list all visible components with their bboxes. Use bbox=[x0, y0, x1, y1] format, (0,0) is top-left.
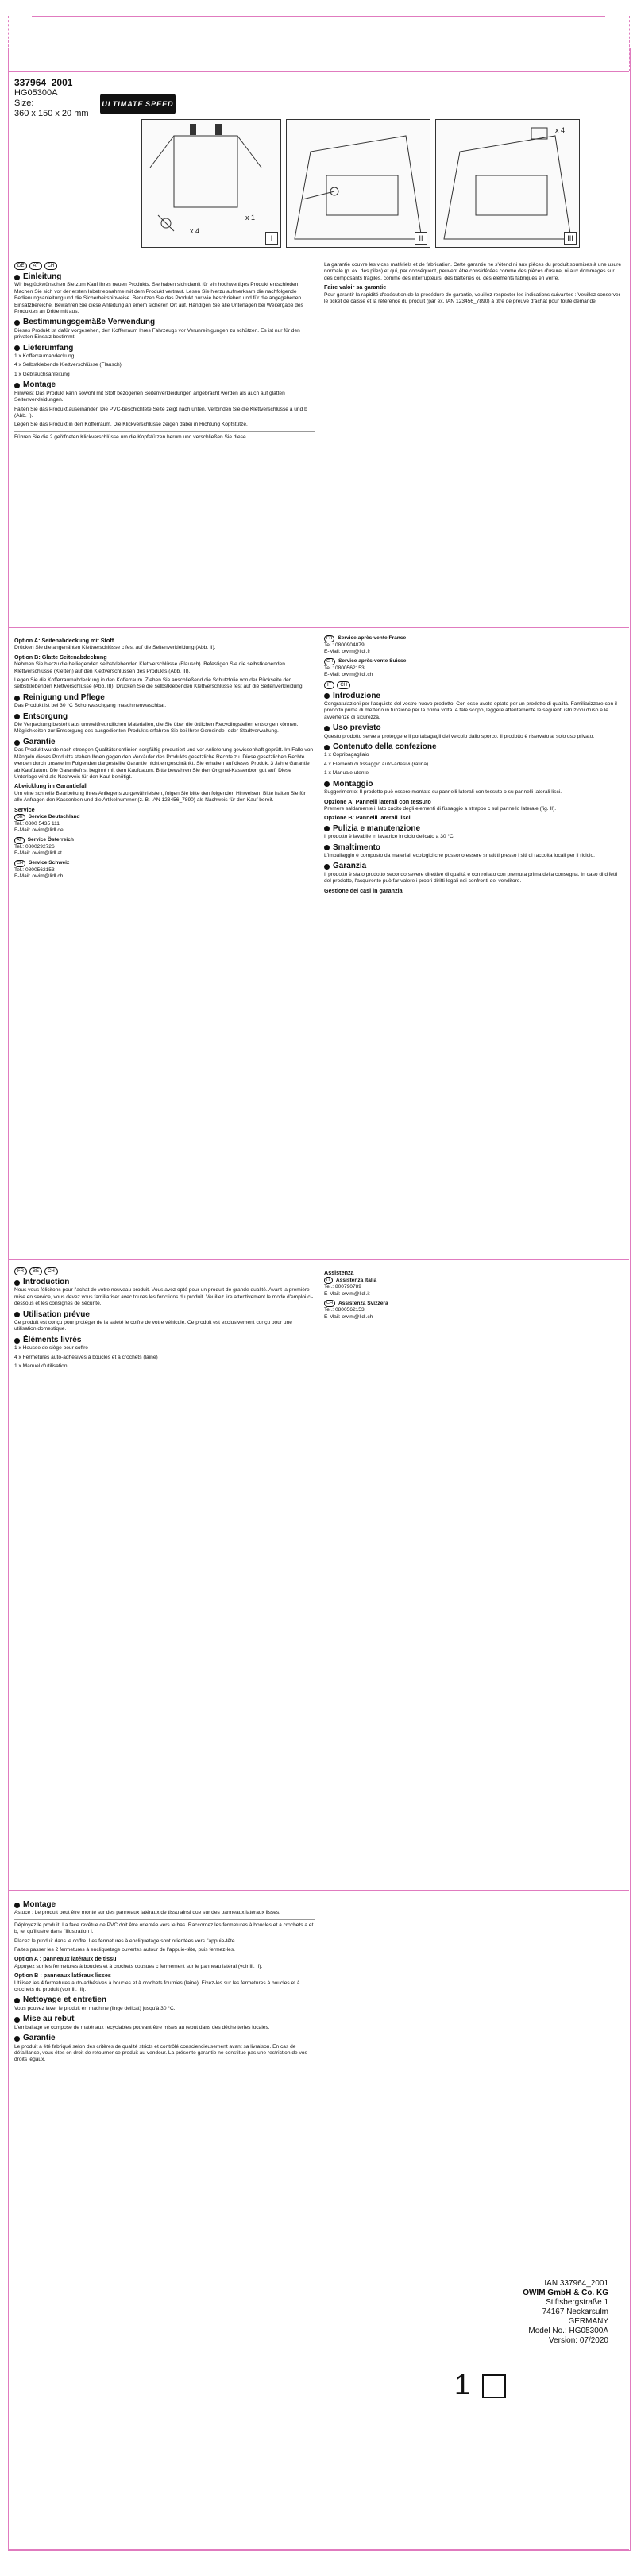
logo-line2: SPEED bbox=[145, 100, 174, 108]
bullet-icon bbox=[324, 826, 330, 831]
trunk-adhesive-diagram bbox=[436, 120, 579, 247]
de-process-heading: Abwicklung im Garantiefall bbox=[14, 782, 88, 790]
it-disposal-text: L'imballaggio è composto da materiali ecologici che possono essere smaltiti presso i siti di raccolta locali per il riciclo. bbox=[324, 852, 595, 858]
it-warranty-text: Il prodotto è stato prodotto secondo severe direttive di qualità e controllato con premura prima della consegna. In caso di difetti del prodotto, l'acquirente può far valere i propri diritti legali nei confronti del venditore. bbox=[324, 871, 618, 885]
it-disposal-heading: Smaltimento bbox=[324, 845, 624, 851]
bullet-icon bbox=[14, 320, 20, 326]
de-service-heading: Service bbox=[14, 805, 35, 813]
fr-clean-text: Vous pouvez laver le produit en machine (linge délicat) jusqu'à 30 °C. bbox=[14, 2005, 176, 2011]
it-clean-heading: Pulizia e manutenzione bbox=[324, 826, 624, 832]
panel-divider-1 bbox=[8, 627, 629, 628]
trunk-side-diagram bbox=[287, 120, 430, 247]
fr-warranty-cont: La garantie couvre les vices matériels et de fabrication. Cette garantie ne s'étend ni aux pièces du produit soumises à une usure normale (p. ex. des piles) et qui, par conséquent, peuvent être considérées comme des pièces d'usure, ni aux dommages sur des composants fragiles, comme des interrupteurs, des batteries ou des éléments fabriqués en verre. bbox=[324, 262, 622, 281]
bullet-icon bbox=[324, 693, 330, 699]
de-optA-heading: Option A: Seitenabdeckung mit Stoff bbox=[14, 637, 114, 644]
bullet-icon bbox=[324, 745, 330, 750]
fr-scope-item: 1 x Manuel d'utilisation bbox=[14, 1363, 68, 1370]
bullet-icon bbox=[14, 1338, 20, 1344]
lang-ch: CH bbox=[44, 262, 58, 270]
fr-optA-heading: Option A : panneaux latéraux de tissu bbox=[14, 1955, 117, 1963]
fr-scope-heading: Éléments livrés bbox=[14, 1337, 315, 1344]
tel-at: Tel.: 0800292726 E-Mail: owim@lidl.at bbox=[14, 843, 62, 857]
svc-it: IT Assistenza Italia bbox=[324, 1277, 624, 1284]
de-scope-item: 1 x Gebrauchsanleitung bbox=[14, 371, 70, 377]
fr-column-3 bbox=[14, 1267, 315, 1887]
tel-ch: Tel.: 0800562153 E-Mail: owim@lidl.ch bbox=[14, 866, 64, 879]
svc-it-ch: CH Assistenza Svizzera bbox=[324, 1300, 624, 1307]
de-scope-item: 4 x Selbstklebende Klettverschlüsse (Flausch) bbox=[14, 362, 122, 368]
de-column-2 bbox=[14, 635, 315, 1255]
de-use-text: Dieses Produkt ist dafür vorgesehen, den Kofferraum Ihres Fahrzeugs vor Verunreinigungen zu schützen. Es ist nur für den privaten Einsatz bestimmt. bbox=[14, 327, 300, 341]
it-scope-item: 1 x Manuale utente bbox=[324, 770, 369, 777]
fr-scope-item: 1 x Housse de siège pour coffre bbox=[14, 1345, 88, 1352]
size-value: 360 x 150 x 20 mm bbox=[14, 109, 89, 118]
bullet-icon bbox=[14, 1280, 20, 1286]
fr-use-heading: Utilisation prévue bbox=[14, 1312, 315, 1318]
bullet-icon bbox=[14, 383, 20, 388]
ian-number: IAN 337964_2001 bbox=[544, 2279, 608, 2288]
figure-3-label: III bbox=[564, 232, 577, 245]
fold-bottom bbox=[8, 2549, 629, 2550]
de-warranty-heading: Garantie bbox=[14, 739, 315, 746]
bullet-icon bbox=[324, 726, 330, 731]
bullet-icon bbox=[14, 696, 20, 701]
bullet-icon bbox=[324, 864, 330, 870]
fr-claim-heading: Faire valoir sa garantie bbox=[324, 283, 387, 291]
svc-ch: CH Service Schweiz bbox=[14, 860, 315, 867]
de-mount-step: Legen Sie das Produkt in den Kofferraum. Die Klickverschlüsse zeigen dabei in Richtung Kopfstütze. bbox=[14, 422, 248, 428]
it-intro-text: Congratulazioni per l'acquisto del vostro nuovo prodotto. Con esso avete optato per un prodotto di qualità. Familiarizzare con il prodotto prima di metterlo in funzione per la prima volta. A tale scopo, leggere attentamente le seguenti istruzioni d'uso e le avvertenze di sicurezza. bbox=[324, 701, 617, 720]
panel-divider-3 bbox=[8, 1890, 629, 1891]
de-mount-step3: Führen Sie die 2 geöffneten Klickverschlüsse um die Kopfstützen herum und verschließen Sie diese. bbox=[14, 434, 248, 440]
figure-1-label: I bbox=[265, 232, 278, 245]
svc-at: AT Service Österreich bbox=[14, 837, 315, 844]
company-country: GERMANY bbox=[568, 2317, 608, 2326]
fr-optA-text: Appuyez sur les fermetures à boucles et à crochets cousues c fermement sur le panneau latéral (voir ill. II). bbox=[14, 1963, 263, 1969]
fr-mount-text: Astuce : Le produit peut être monté sur des panneaux latéraux de tissu ainsi que sur des panneaux latéraux lisses. bbox=[14, 1910, 281, 1916]
it-clean-text: Il prodotto è lavabile in lavatrice in ciclo delicato a 30 °C. bbox=[324, 834, 455, 840]
fr-warranty-heading: Garantie bbox=[14, 2035, 315, 2042]
it-optA-text: Premere saldamente il lato cucito degli elementi di fissaggio a strappo c sul pannello laterale (fig. II). bbox=[324, 805, 557, 812]
bullet-icon bbox=[14, 1312, 20, 1317]
company-street: Stiftsbergstraße 1 bbox=[546, 2298, 608, 2307]
fr-claim-text: Pour garantir la rapidité d'exécution de la procédure de garantie, veuillez respecter les indications suivantes : Veuillez conserver le ticket de caisse et la référence du produit (par ex. IAN 123456_7890) à titre de preuve d'achat pour toute demande. bbox=[324, 291, 620, 305]
de-disposal-text: Die Verpackung besteht aus umweltfreundlichen Materialien, die Sie über die örtlichen Recyclingstellen entsorgen können. Möglichkeiten zur Entsorgung des ausgedienten Produkts erfahren Sie bei Ihrer Gemeinde- oder Stadtverwaltung. bbox=[14, 722, 299, 735]
de-intro-heading: Einleitung bbox=[14, 274, 315, 280]
it-use-heading: Uso previsto bbox=[324, 725, 624, 731]
bullet-icon bbox=[324, 845, 330, 850]
it-optB-heading: Opzione B: Pannelli laterali lisci bbox=[324, 814, 411, 822]
size-label: Size: bbox=[14, 98, 34, 108]
de-optB-heading: Option B: Glatte Seitenabdeckung bbox=[14, 653, 107, 661]
it-assist-heading: Assistenza bbox=[324, 1269, 354, 1276]
version: Version: 07/2020 bbox=[548, 2336, 608, 2345]
fr-disposal-heading: Mise au rebut bbox=[14, 2016, 315, 2023]
divider bbox=[14, 431, 315, 432]
bullet-icon bbox=[324, 781, 330, 787]
de-process-text: Um eine schnelle Bearbeitung Ihres Anliegens zu gewährleisten, folgen Sie bitte den folgenden Hinweisen: Bitte halten Sie für alle Anfragen den Kassenbon und die Artikelnummer (z. B. IAN 123456_7890) als Nachweis für den Kauf bereit. bbox=[14, 790, 306, 804]
checkbox-square-icon bbox=[482, 2374, 506, 2398]
it-scope-item: 4 x Elementi di fissaggio auto-adesivi (ratina) bbox=[324, 761, 429, 767]
it-claim-heading: Gestione dei casi in garanzia bbox=[324, 886, 403, 894]
company-block bbox=[523, 2279, 608, 2346]
de-disposal-heading: Entsorgung bbox=[14, 714, 315, 720]
fr-mount-step: Placez le produit dans le coffre. Les fermetures à encliquetage sont orientées vers l'appuie-tête. bbox=[14, 1938, 237, 1944]
fr-warranty-text: Le produit a été fabriqué selon des critères de qualité stricts et contrôlé consciencieusement avant sa livraison. En cas de défaillance, vous êtes en droit de retourner ce produit au vendeur. La présente garantie ne constitue pas une restriction de vos droits légaux. bbox=[14, 2043, 307, 2063]
fold-right bbox=[629, 16, 630, 71]
company-city: 74167 Neckarsulm bbox=[542, 2308, 608, 2316]
svc-fr-ch: CH Service après-vente Suisse bbox=[324, 658, 624, 665]
it-mount-text: Suggerimento: Il prodotto può essere montato su pannelli laterali con tessuto o su pannelli laterali lisci. bbox=[324, 789, 562, 796]
logo-line1: ULTIMATE bbox=[102, 100, 144, 108]
tel-it: Tel.: 800790789 E-Mail: owim@lidl.it bbox=[324, 1284, 370, 1297]
tel-it-ch: Tel.: 0800562153 E-Mail: owim@lidl.ch bbox=[324, 1307, 373, 1320]
de-optA-text: Drücken Sie die angenähten Klettverschlüsse c fest auf die Seitenverkleidung (Abb. II). bbox=[14, 645, 216, 651]
bullet-icon bbox=[14, 1903, 20, 1908]
fold-left bbox=[8, 16, 9, 71]
figure-2 bbox=[286, 119, 430, 248]
fr-clean-heading: Nettoyage et entretien bbox=[14, 1997, 315, 2003]
bullet-icon bbox=[14, 345, 20, 351]
fr-scope-item: 4 x Fermetures auto-adhésives à boucles et à crochets (laine) bbox=[14, 1354, 158, 1360]
svc-de: DE Service Deutschland bbox=[14, 814, 315, 821]
fr-use-text: Ce produit est conçu pour protéger de la saleté le coffre de votre véhicule. Ce produit est exclusivement conçu pour une utilisation domestique. bbox=[14, 1320, 292, 1332]
fr-mount-step: Déployez le produit. La face revêtue de PVC doit être orientée vers le bas. Raccordez les fermetures à boucles et à crochets a et b, tel qu'illustré dans l'illustration I. bbox=[14, 1922, 314, 1935]
svc-fr: FR Service après-vente France bbox=[324, 635, 624, 642]
fold-top bbox=[8, 71, 629, 72]
bullet-icon bbox=[14, 2036, 20, 2042]
brand-logo bbox=[100, 94, 176, 114]
tel-fr-ch: Tel.: 0800562153 E-Mail: owim@lidl.ch bbox=[324, 665, 373, 678]
it-use-text: Questo prodotto serve a proteggere il portabagagli del veicolo dallo sporco. Il prodotto è riservato al solo uso privato. bbox=[324, 733, 595, 739]
de-mount-heading: Montage bbox=[14, 382, 315, 388]
fr-mount-heading: Montage bbox=[14, 1902, 315, 1908]
lang-badges-fr: FR BE CH bbox=[14, 1267, 315, 1275]
de-optB-step: Legen Sie die Kofferraumabdeckung in den Kofferraum. Ziehen Sie anschließend die Schutzfolie von der Rückseite der selbstklebenden Klettverschlüsse (Abb. III). Drücken Sie die selbstklebenden Klettverschlüsse fest auf die Seitenverkleidung. bbox=[14, 677, 304, 690]
tel-fr: Tel.: 0800904879 E-Mail: owim@lidl.fr bbox=[324, 642, 371, 655]
fr-optB-text: Utilisez les 4 fermetures auto-adhésives à boucles et à crochets fournies (laine). Fixez-les sur les fermetures à boucles et à crochets du produit (voir ill. III). bbox=[14, 1980, 300, 1993]
it-warranty-heading: Garanzia bbox=[324, 863, 624, 870]
it-scope-heading: Contenuto della confezione bbox=[324, 744, 624, 750]
de-mount-text: Hinweis: Das Produkt kann sowohl mit Stoff bezogenen Seitenverkleidungen angebracht werden als auch auf glatten Seitenverkleidungen. bbox=[14, 390, 285, 403]
it-intro-heading: Introduzione bbox=[324, 693, 624, 700]
de-intro-text: Wir beglückwünschen Sie zum Kauf Ihres neuen Produkts. Sie haben sich damit für ein hochwertiges Produkt entschieden. Machen Sie sich vor der ersten Inbetriebnahme mit dem Produkt vertraut. Lesen Sie hierzu aufmerksam die nachfolgende Bedienungsanleitung und die Sicherheitshinweise. Benutzen Sie das Produkt nur wie beschrieben und für die angegebenen Einsatzbereiche. Bewahren Sie diese Anleitung an einem sicheren Ort auf. Händigen Sie alle Unterlagen bei Weitergabe des Produktes an Dritte mit aus. bbox=[14, 282, 303, 315]
qty-x4-a: x 4 bbox=[190, 227, 200, 235]
bullet-icon bbox=[14, 2017, 20, 2023]
fold-tab-top bbox=[32, 16, 605, 17]
fr-disposal-text: L'emballage se compose de matériaux recyclables pouvant être mises au rebut dans des déchetteries locales. bbox=[14, 2024, 270, 2030]
fr-it-column-2 bbox=[324, 635, 624, 1255]
de-use-heading: Bestimmungsgemäße Verwendung bbox=[14, 319, 315, 326]
de-warranty-text: Das Produkt wurde nach strengen Qualitätsrichtlinien sorgfältig produziert und vor Anlieferung gewissenhaft geprüft. Im Falle von Mängeln dieses Produkts stehen Ihnen gegen den Verkäufer des Produkts gesetzliche Rechte zu. Diese gesetzlichen Rechte werden durch unsere im Folgenden dargestellte Garantie nicht eingeschränkt. Sie erhalten auf dieses Produkt 3 Jahre Garantie ab Kaufdatum. Die Garantiefrist beginnt mit dem Kaufdatum. Bitte bewahren Sie den Original-Kassenbon gut auf. Diese Unterlage wird als Nachweis für den Kauf benötigt. bbox=[14, 747, 314, 780]
lang-badges-it: IT CH bbox=[324, 681, 624, 689]
qty-x4-b: x 4 bbox=[555, 126, 566, 134]
fr-column-1 bbox=[324, 262, 624, 623]
company-name: OWIM GmbH & Co. KG bbox=[523, 2289, 608, 2297]
divider bbox=[14, 1919, 315, 1920]
de-optB-step: Nehmen Sie hierzu die beiliegenden selbstklebenden Klettverschlüsse (Flausch). Befestigen Sie die selbstklebenden Klettverschlüsse (Kletten) auf den Klettverschlüssen des Produkts (Abb. III). bbox=[14, 661, 285, 674]
model-no: Model No.: HG05300A bbox=[528, 2327, 608, 2335]
model-number: HG05300A bbox=[14, 88, 58, 98]
it-optA-heading: Opzione A: Pannelli laterali con tessuto bbox=[324, 797, 431, 805]
bullet-icon bbox=[14, 740, 20, 746]
bullet-icon bbox=[14, 714, 20, 719]
it-mount-heading: Montaggio bbox=[324, 781, 624, 788]
qty-x1: x 1 bbox=[245, 214, 256, 222]
de-scope-heading: Lieferumfang bbox=[14, 345, 315, 352]
panel-divider-2 bbox=[8, 1259, 629, 1260]
fr-column-4 bbox=[14, 1898, 315, 2545]
figure-1 bbox=[141, 119, 281, 248]
fr-optB-heading: Option B : panneaux latéraux lisses bbox=[14, 1972, 111, 1980]
page-number: 1 bbox=[454, 2368, 471, 2401]
de-scope-item: 1 x Kofferraumabdeckung bbox=[14, 353, 75, 360]
lang-de: DE bbox=[14, 262, 27, 270]
de-mount-step: Falten Sie das Produkt auseinander. Die PVC-beschichtete Seite zeigt nach unten. Verbinden Sie die Klettverschlüsse a und b (Abb. I). bbox=[14, 406, 307, 418]
it-column-3 bbox=[324, 1267, 624, 1887]
bullet-icon bbox=[14, 1998, 20, 2003]
fr-mount-step: Faites passer les 2 fermetures à encliquetage ouvertes autour de l'appuie-tête, puis fermez-les. bbox=[14, 1947, 235, 1953]
de-column-1 bbox=[14, 262, 315, 623]
fr-intro-text: Nous vous félicitons pour l'achat de votre nouveau produit. Vous avez opté pour un produit de grande qualité. Avant la première mise en service, vous devez vous familiariser avec toutes les fonctions du produit. Veuillez lire attentivement le mode d'emploi ci-dessous et les consignes de sécurité. bbox=[14, 1287, 314, 1307]
lang-at: AT bbox=[29, 262, 41, 270]
fr-intro-heading: Introduction bbox=[14, 1279, 315, 1286]
it-scope-item: 1 x Copribagagliaio bbox=[324, 752, 369, 758]
figure-2-label: II bbox=[415, 232, 427, 245]
lang-badges-de bbox=[14, 262, 315, 270]
de-clean-heading: Reinigung und Pflege bbox=[14, 695, 315, 701]
tel-de: Tel.: 0800 5435 111 E-Mail: owim@lidl.de bbox=[14, 820, 64, 834]
article-number: 337964_2001 bbox=[14, 77, 73, 88]
figure-3 bbox=[435, 119, 580, 248]
trunk-liner-diagram bbox=[142, 120, 280, 247]
de-clean-text: Das Produkt ist bei 30 °C Schonwaschgang maschinenwaschbar. bbox=[14, 703, 167, 709]
bullet-icon bbox=[14, 275, 20, 280]
article-header bbox=[14, 78, 89, 119]
